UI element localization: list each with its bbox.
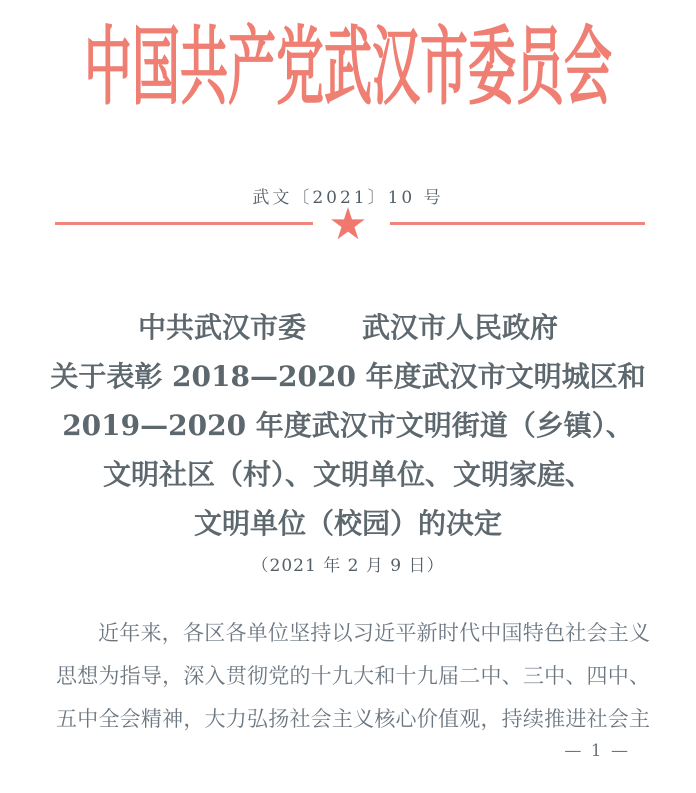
document-body <box>56 612 650 741</box>
title-line-4: 文明社区（村）、文明单位、文明家庭、 <box>102 458 593 491</box>
body-line-2: 思想为指导，深入贯彻党的十九大和十九届二中、三中、四中、 <box>56 664 650 688</box>
document-title <box>0 303 696 548</box>
title-line-5: 文明单位（校园）的决定 <box>193 507 502 540</box>
red-star-icon: ★ <box>328 199 368 250</box>
document-reference-number: 武文〔2021〕10 号 <box>252 188 444 208</box>
document-date: （2021 年 2 月 9 日） <box>251 556 445 576</box>
title-line-2: 关于表彰 2018—2020 年度武汉市文明城区和 <box>50 360 646 393</box>
title-line-3: 2019—2020 年度武汉市文明街道（乡镇）、 <box>62 409 634 442</box>
page-number: — 1 — <box>564 741 630 761</box>
body-line-1: 近年来，各区各单位坚持以习近平新时代中国特色社会主义 <box>98 621 650 645</box>
issuing-org-masthead: 中国共产党武汉市委员会 <box>83 17 612 118</box>
title-line-1: 中共武汉市委 武汉市人民政府 <box>137 311 558 344</box>
body-line-3: 五中全会精神，大力弘扬社会主义核心价值观，持续推进社会主 <box>56 707 650 731</box>
